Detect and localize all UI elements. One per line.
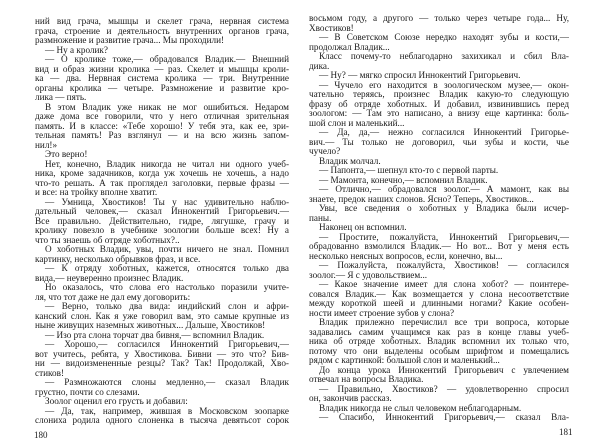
- text-line: отвечал на вопросы Владика.: [309, 375, 424, 384]
- text-line: — В Советском Союзе нередко находят зубы и кости,—: [319, 33, 569, 42]
- text-line: О хоботных Владик, увы, почти ничего не знал. Помнил: [45, 245, 289, 254]
- text-line: ныне живущих наземных животных... Дальше, Хвостиков!: [35, 321, 266, 330]
- text-line: — Изо рта слона торчат два бивня,— вспомнил Владик.: [45, 330, 265, 340]
- text-line: зоологом: — Там это написано, а внизу еще картинка: боль-: [309, 109, 569, 118]
- text-line: — Умница, Хвостиков! Ты у нас удивительно наблю-: [45, 197, 289, 207]
- text-line: — Ну а кролик?: [45, 45, 108, 55]
- text-line: — Мамонта, конечно,— вспомнил Владик.: [319, 175, 488, 185]
- text-line: ний вид грача, мышцы и скелет грача, нервная система: [35, 17, 289, 26]
- text-line: — Какое значение имеет для слона хобот? — поинтере-: [319, 280, 569, 289]
- text-line: органы кролика — четыре. Размножение и развитие кро-: [35, 83, 289, 93]
- text-line: Нет, конечно, Владик никогда не читал ни одного учеб-: [45, 159, 289, 169]
- text-line: фразу об отряде хоботных. И добавил, извинившись перед: [309, 99, 569, 109]
- text-line: несколько неясных вопросов, если, конечно, вы...: [309, 251, 503, 261]
- text-line: ности имеет строение зубов у слона?: [309, 308, 455, 318]
- text-line: дательный человек,— сказал Иннокентий Григорьевич.—: [35, 207, 289, 216]
- text-line: даже дома все говорили, что у него отличная зрительная: [35, 112, 289, 121]
- text-line: ля, что тот даже не дал ему договорить:: [35, 292, 191, 302]
- text-line: что ты знаешь об отряде хоботных?..: [35, 235, 180, 245]
- text-line: ника об отряде хоботных. Владик вспомнил их только что,: [309, 337, 569, 346]
- right-page-text: [309, 14, 569, 423]
- text-line: грача, строение и деятельность внутренних органов грача,: [35, 26, 289, 36]
- text-line: задавались самим учащимся как раз в конце главы учеб-: [309, 327, 569, 337]
- text-line: — К отряду хоботных, кажется, относятся только два: [45, 264, 289, 273]
- text-line: совался Владик.— Как возмещается у слона несоответствие: [309, 289, 569, 299]
- text-line: знаете, предок наших слонов. Ясно? Теперь, Хвостиков...: [309, 194, 534, 204]
- text-line: паны.: [309, 213, 332, 223]
- text-line: — Хорошо,— согласился Иннокентий Григорьевич,—: [45, 340, 289, 349]
- text-line: вот учитесь, ребята, у Хвостикова. Бивни — это что? Бив-: [35, 349, 289, 359]
- text-line: Наконец он вспомнил.: [319, 223, 407, 232]
- page-number-left: 180: [34, 430, 48, 440]
- text-line: кролику повезло в учебнике зоологии больше всех! Ну а: [35, 226, 289, 235]
- text-line: — Правильно, Хвостиков? — удовлетворенно спросил: [319, 384, 569, 394]
- text-line: — Верно, только два вида: индийский слон и афри-: [45, 302, 289, 311]
- text-line: Владик никогда не слыл человеком неблагодарным.: [319, 403, 522, 413]
- text-line: канский слон. Как я уже говорил вам, это самые крупные из: [35, 311, 289, 321]
- text-line: чательно теряясь, произнес Владик какую-то следующую: [309, 90, 569, 99]
- text-line: — Да, да,— нежно согласился Иннокентий Григорье-: [319, 128, 569, 137]
- text-line: ни — видоизмененные резцы? Так? Так! Продолжай, Хво-: [35, 359, 289, 368]
- text-line: До конца урока Иннокентий Григорьевич с увлечением: [319, 365, 569, 375]
- text-line: тельная память! Раз взглянул — и на всю жизнь запом-: [35, 131, 289, 140]
- text-line: — Отлично,— обрадовался зоолог.— А мамонт, как вы: [319, 185, 569, 194]
- text-line: — Да, так, например, жившая в Московском зоопарке: [45, 406, 289, 416]
- text-line: размножение и развитие грача... Мы проходили!: [35, 36, 225, 45]
- text-line: потому что они выделены особым шрифтом и помещались: [309, 346, 569, 356]
- text-line: — Спасибо, Иннокентий Григорьевич,— сказал Вла-: [319, 413, 569, 422]
- text-line: Хвостиков!: [309, 23, 354, 33]
- text-line: ка — два. Нервная система кролика — три. Внутренние: [35, 74, 289, 83]
- text-line: Это верно!: [45, 150, 88, 159]
- page-number-right: 181: [559, 427, 573, 437]
- text-line: — О кролике тоже,— обрадовался Владик.— Внешний: [45, 55, 289, 64]
- text-line: Зоолог оценил его грусть и добавил:: [45, 397, 188, 406]
- text-line: вич.— Ты только не договорил, чьи зубы и кости, чье: [309, 137, 569, 147]
- text-line: обрадованно взмолился Владик.— Но вот... Вот у меня есть: [309, 242, 569, 251]
- text-line: продолжал Владик...: [309, 42, 390, 52]
- text-line: В этом Владик уже никак не мог ошибиться. Недаром: [45, 102, 289, 112]
- text-line: зоолог.— Я с удовольствием...: [309, 270, 428, 280]
- text-line: между короткой шеей и длинными ногами? Какие особен-: [309, 299, 569, 308]
- left-page-text: [35, 17, 289, 426]
- text-line: грустно, почти со слезами.: [35, 387, 140, 397]
- text-line: Увы, все сведения о хоботных у Владика были исчер-: [319, 204, 569, 213]
- text-line: ника, кроме задачников, когда уж хочешь не хочешь, а надо: [35, 169, 289, 178]
- text-line: рядом с картинкой: большой слон и маленький...: [309, 356, 500, 365]
- text-line: лика — пять.: [35, 93, 87, 102]
- text-line: он, закончив рассказ.: [309, 394, 392, 403]
- text-line: дика.: [309, 61, 330, 71]
- text-line: — Чучело его находится в зоологическом музее,— окон-: [319, 80, 569, 90]
- text-line: стиков!: [35, 368, 64, 378]
- text-line: чучело?: [309, 147, 341, 156]
- text-line: нил!»: [35, 140, 58, 150]
- text-line: Владик молчал.: [319, 156, 381, 166]
- text-line: вид и образ жизни кролика — раз. Скелет и мышцы кроли-: [35, 64, 289, 74]
- text-line: и все: на тройку вполне хватит.: [35, 188, 158, 197]
- text-line: — Ну? — мягко спросил Иннокентий Григорьевич.: [319, 71, 521, 80]
- text-line: Класс почему-то неблагодарно захихикал и сбил Вла-: [319, 52, 569, 61]
- text-line: — Пожалуйста, пожалуйста, Хвостиков! — согласился: [319, 261, 569, 270]
- text-line: Владик прилежно перечислил все три вопроса, которые: [319, 318, 569, 327]
- text-line: картинку, несколько обрывков фраз, и все.: [35, 254, 201, 264]
- text-line: шой слон и маленький...: [309, 118, 405, 128]
- text-line: слониха родила одного слоненка в тысяча девятьсот сорок: [35, 416, 289, 425]
- text-line: — Папонта,— шепнул кто-то с первой парты.: [319, 166, 499, 175]
- text-line: — Размножаются слоны медленно,— сказал Владик: [45, 378, 289, 387]
- text-line: Но оказалось, что слова его настолько поразили учите-: [45, 283, 289, 292]
- text-line: вида,— неуверенно произнес Владик.: [35, 273, 184, 283]
- text-line: память. И в классе: «Тебе хорошо! У тебя эта, как ее, зри-: [35, 121, 289, 131]
- text-line: восьмом году, а другого — только через четыре года... Ну,: [309, 14, 569, 23]
- text-line: что-то решать. А так проглядел заголовки, первые фразы —: [35, 178, 289, 188]
- text-line: — Простите, пожалуйста, Иннокентий Григорьевич,—: [319, 232, 569, 242]
- text-line: Все правильно. Действительно, гидре, лягушке, грачу и: [35, 216, 289, 226]
